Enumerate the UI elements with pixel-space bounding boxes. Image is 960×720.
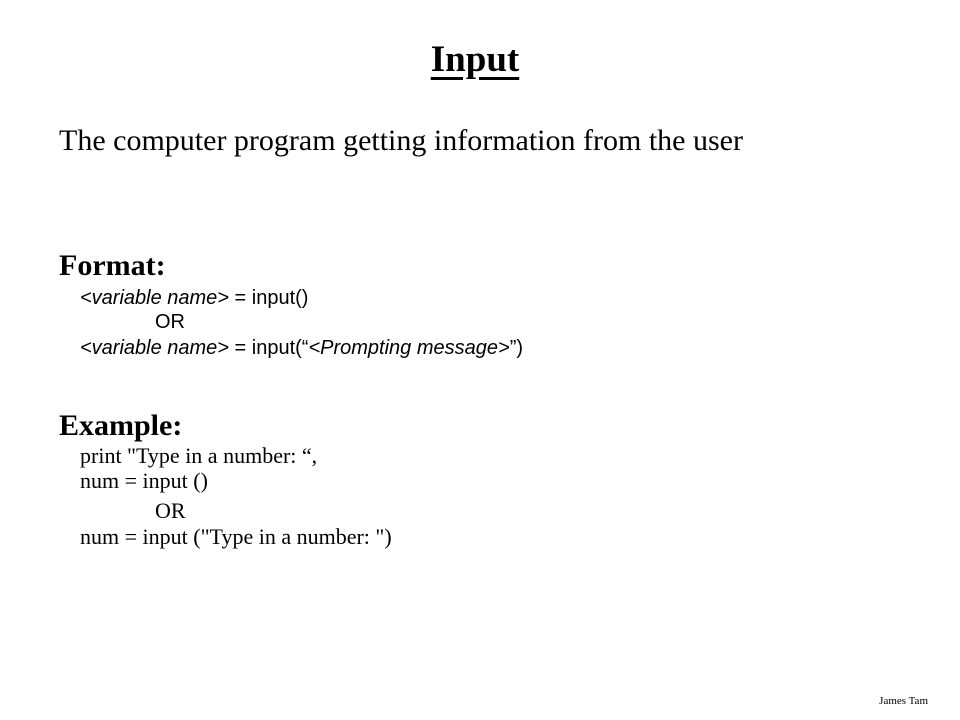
author-footer: James Tam <box>879 694 928 707</box>
format-line-1-variable: <variable name> <box>80 287 229 309</box>
format-line-2-middle: = input(“ <box>228 337 309 359</box>
example-or: OR <box>155 498 186 523</box>
format-heading: Format: <box>59 249 166 282</box>
format-or: OR <box>155 311 185 333</box>
format-line-2 <box>80 336 523 360</box>
format-line-1 <box>80 286 308 310</box>
example-line-2: num = input () <box>80 468 208 493</box>
slide-title: Input <box>430 39 520 80</box>
format-line-1-rest: = input() <box>228 287 309 309</box>
slide-subtitle: The computer program getting information from the user <box>59 124 743 157</box>
format-line-2-prompt: <Prompting message> <box>308 337 510 359</box>
example-heading: Example: <box>59 409 183 442</box>
example-line-3: num = input ("Type in a number: ") <box>80 524 392 549</box>
example-line-1: print "Type in a number: “, <box>80 443 318 468</box>
format-line-2-variable: <variable name> <box>80 337 229 359</box>
format-line-2-end: ”) <box>509 337 524 359</box>
